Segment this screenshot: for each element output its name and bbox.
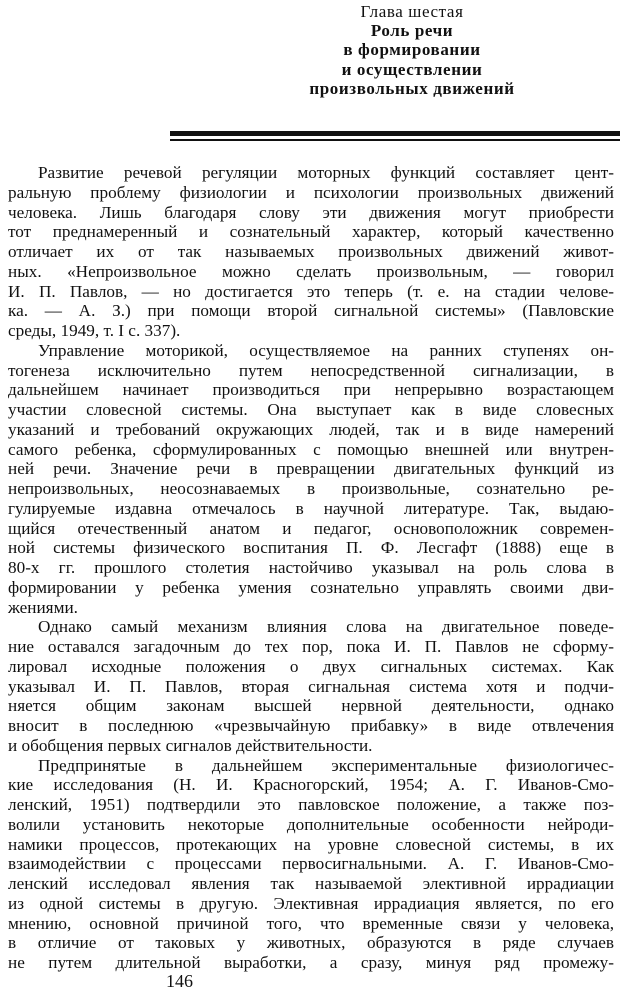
text-line: дальнейшем начинает производиться при непрерывно возрастающем [8, 380, 614, 400]
chapter-rule-thick-divider [170, 131, 620, 136]
text-line: ных. «Непроизвольное можно сделать произвольным, — говорил [8, 261, 614, 281]
text-line: из одной системы в другую. Элективная иррадиация является, по его [8, 893, 614, 913]
text-line: Однако самый механизм влияния слова на двигательное поведе- [38, 617, 614, 637]
text-line: намики процессов, протекающих на уровне словесной системы, в их [8, 834, 614, 854]
text-line: тот преднамеренный и сознательный характер, который качественно [8, 222, 614, 242]
text-line: ленский, 1951) подтвердили это павловское положение, а также поз- [8, 795, 614, 814]
text-line: Управление моторикой, осуществляемое на ранних ступенях он- [38, 340, 614, 360]
text-line: вносит в последнюю «чрезвычайную прибавку» в виде отвлечения [8, 716, 614, 735]
text-line: и обобщения первых сигналов действительности. [8, 735, 373, 755]
text-line: участии словесной системы. Она выступает как в виде словесных [8, 400, 614, 419]
text-line: среды, 1949, т. I с. 337). [8, 321, 181, 340]
text-line: не путем длительной выработки, а сразу, минуя ряд промежу- [8, 953, 614, 972]
body-text [8, 163, 614, 973]
text-line: ка. — А. З.) при помощи второй сигнальной системы» (Павловские [8, 301, 614, 321]
chapter-label: Глава шестая [360, 2, 464, 21]
text-line: лировал исходные положения о двух сигнальных системах. Как [8, 656, 614, 676]
text-line: указаний и требований окружающих людей, так и в виде намерений [8, 419, 614, 439]
text-line: жениями. [8, 597, 78, 617]
text-line: непроизвольных, неосознаваемых в произвольные, сознательно ре- [8, 479, 614, 498]
text-line: кие исследования (Н. И. Красногорский, 1954; А. Г. Иванов-Смо- [8, 775, 614, 795]
chapter-heading [262, 2, 562, 98]
text-line: ральную проблему физиологии и психологии произвольных движений [8, 182, 614, 202]
text-line: в отличие от таковых у животных, образуются в ряде случаев [8, 933, 614, 953]
text-line: тогенеза исключительно путем непосредственной сигнализации, в [8, 360, 614, 380]
text-line: мнению, основной причиной того, что временные связи у человека, [8, 913, 614, 933]
chapter-rule-thin-divider [170, 139, 620, 141]
text-line: ленский исследовал явления так называемой элективной иррадиации [8, 874, 614, 893]
text-line: няется общим законам высшей нервной деятельности, однако [8, 696, 614, 716]
page-number: 146 [166, 971, 193, 991]
text-line: ной системы физического воспитания П. Ф. Лесгафт (1888) еще в [8, 538, 614, 558]
text-line: указывал И. П. Павлов, вторая сигнальная система хотя и подчи- [8, 676, 614, 696]
text-line: Предпринятые в дальнейшем экспериментальные физиологичес- [38, 755, 614, 775]
text-line: самого ребенка, сформулированных с помощью внешней или внутрен- [8, 439, 614, 459]
text-line: взаимодействии с процессами первосигнальными. А. Г. Иванов-Смо- [8, 854, 614, 874]
chapter-title-line-4: произвольных движений [309, 78, 515, 98]
text-line: щийся отечественный анатом и педагог, основоположник современ- [8, 518, 614, 538]
chapter-title-line-2: в формировании [343, 40, 481, 60]
text-line: гулируемые издавна отмечалось в научной литературе. Так, выдаю- [8, 498, 614, 518]
text-line: отличает их от так называемых произвольных движений живот- [8, 242, 614, 261]
text-line: ней речи. Значение речи в превращении двигательных функций из [8, 459, 614, 479]
chapter-title-line-3: и осуществлении [341, 59, 483, 79]
text-line: 80-х гг. прошлого столетия настойчиво указывал на роль слова в [8, 558, 614, 577]
text-line: ние оставался загадочным до тех пор, пока И. П. Павлов не сформу- [8, 637, 614, 656]
text-line: Развитие речевой регуляции моторных функций составляет цент- [38, 163, 614, 182]
text-line: волили установить некоторые дополнительные особенности нейроди- [8, 814, 614, 834]
text-line: И. П. Павлов, — но достигается это теперь (т. е. на стадии челове- [8, 281, 614, 301]
chapter-title-line-1: Роль речи [370, 21, 454, 41]
text-line: формировании у ребенка умения сознательно управлять своими дви- [8, 577, 614, 597]
text-line: человека. Лишь благодаря слову эти движения могут приобрести [8, 202, 614, 222]
